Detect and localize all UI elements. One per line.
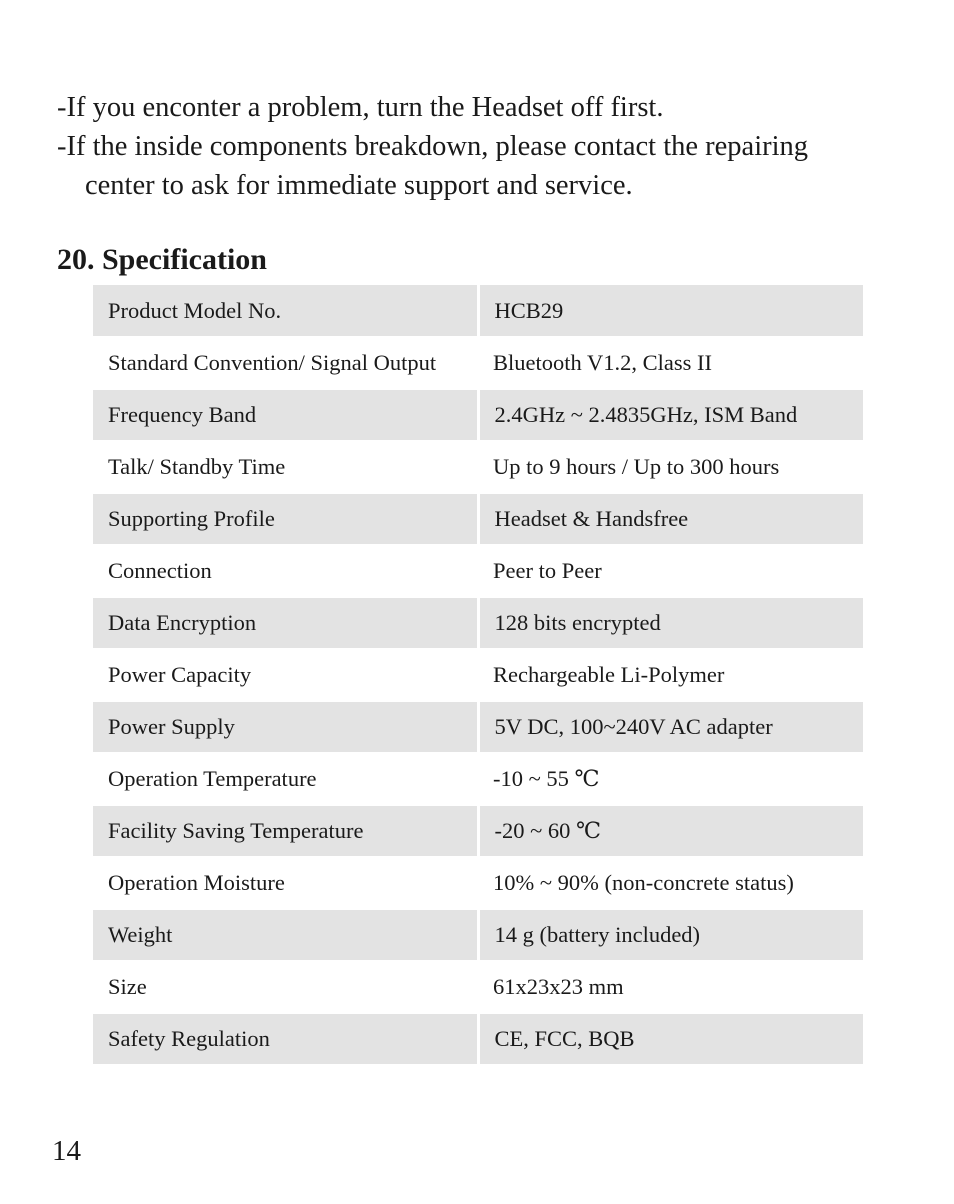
table-row xyxy=(93,597,863,649)
table-row xyxy=(93,805,863,857)
table-row xyxy=(93,857,863,909)
table-row xyxy=(93,285,863,337)
spec-label: Operation Temperature xyxy=(93,753,478,805)
spec-label: Frequency Band xyxy=(93,389,478,441)
spec-value: -10 ~ 55 ℃ xyxy=(478,753,863,805)
table-row xyxy=(93,545,863,597)
spec-value: Headset & Handsfree xyxy=(478,493,863,545)
spec-label: Facility Saving Temperature xyxy=(93,805,478,857)
spec-label: Weight xyxy=(93,909,478,961)
table-row xyxy=(93,441,863,493)
table-row xyxy=(93,1013,863,1065)
spec-value: 61x23x23 mm xyxy=(478,961,863,1013)
section-title: 20. Specification xyxy=(57,243,267,276)
note-contact-repair: -If the inside components breakdown, please contact the repairing xyxy=(57,131,809,162)
table-row xyxy=(93,701,863,753)
spec-label: Talk/ Standby Time xyxy=(93,441,478,493)
spec-label: Size xyxy=(93,961,478,1013)
troubleshooting-notes xyxy=(57,88,937,205)
spec-value: 5V DC, 100~240V AC adapter xyxy=(478,701,863,753)
spec-value: Peer to Peer xyxy=(478,545,863,597)
spec-label: Product Model No. xyxy=(93,285,478,337)
table-row xyxy=(93,753,863,805)
specification-table-body xyxy=(93,285,863,1065)
spec-value: 128 bits encrypted xyxy=(478,597,863,649)
spec-label: Connection xyxy=(93,545,478,597)
spec-label: Operation Moisture xyxy=(93,857,478,909)
spec-value: 14 g (battery included) xyxy=(478,909,863,961)
spec-label: Data Encryption xyxy=(93,597,478,649)
spec-value: -20 ~ 60 ℃ xyxy=(478,805,863,857)
spec-label: Power Supply xyxy=(93,701,478,753)
spec-label: Power Capacity xyxy=(93,649,478,701)
note-contact-repair-continued: center to ask for immediate support and service. xyxy=(85,170,633,201)
spec-label: Supporting Profile xyxy=(93,493,478,545)
spec-value: Rechargeable Li-Polymer xyxy=(478,649,863,701)
spec-value: 2.4GHz ~ 2.4835GHz, ISM Band xyxy=(478,389,863,441)
table-row xyxy=(93,493,863,545)
specification-table xyxy=(93,285,863,1066)
spec-label: Safety Regulation xyxy=(93,1013,478,1065)
note-turn-off: -If you enconter a problem, turn the Headset off first. xyxy=(57,92,664,123)
table-row xyxy=(93,389,863,441)
spec-label: Standard Convention/ Signal Output xyxy=(93,337,478,389)
table-row xyxy=(93,961,863,1013)
spec-value: CE, FCC, BQB xyxy=(478,1013,863,1065)
spec-value: 10% ~ 90% (non-concrete status) xyxy=(478,857,863,909)
table-row xyxy=(93,337,863,389)
table-row xyxy=(93,649,863,701)
page-number: 14 xyxy=(52,1135,81,1167)
spec-value: Up to 9 hours / Up to 300 hours xyxy=(478,441,863,493)
spec-value: Bluetooth V1.2, Class II xyxy=(478,337,863,389)
table-row xyxy=(93,909,863,961)
spec-value: HCB29 xyxy=(478,285,863,337)
